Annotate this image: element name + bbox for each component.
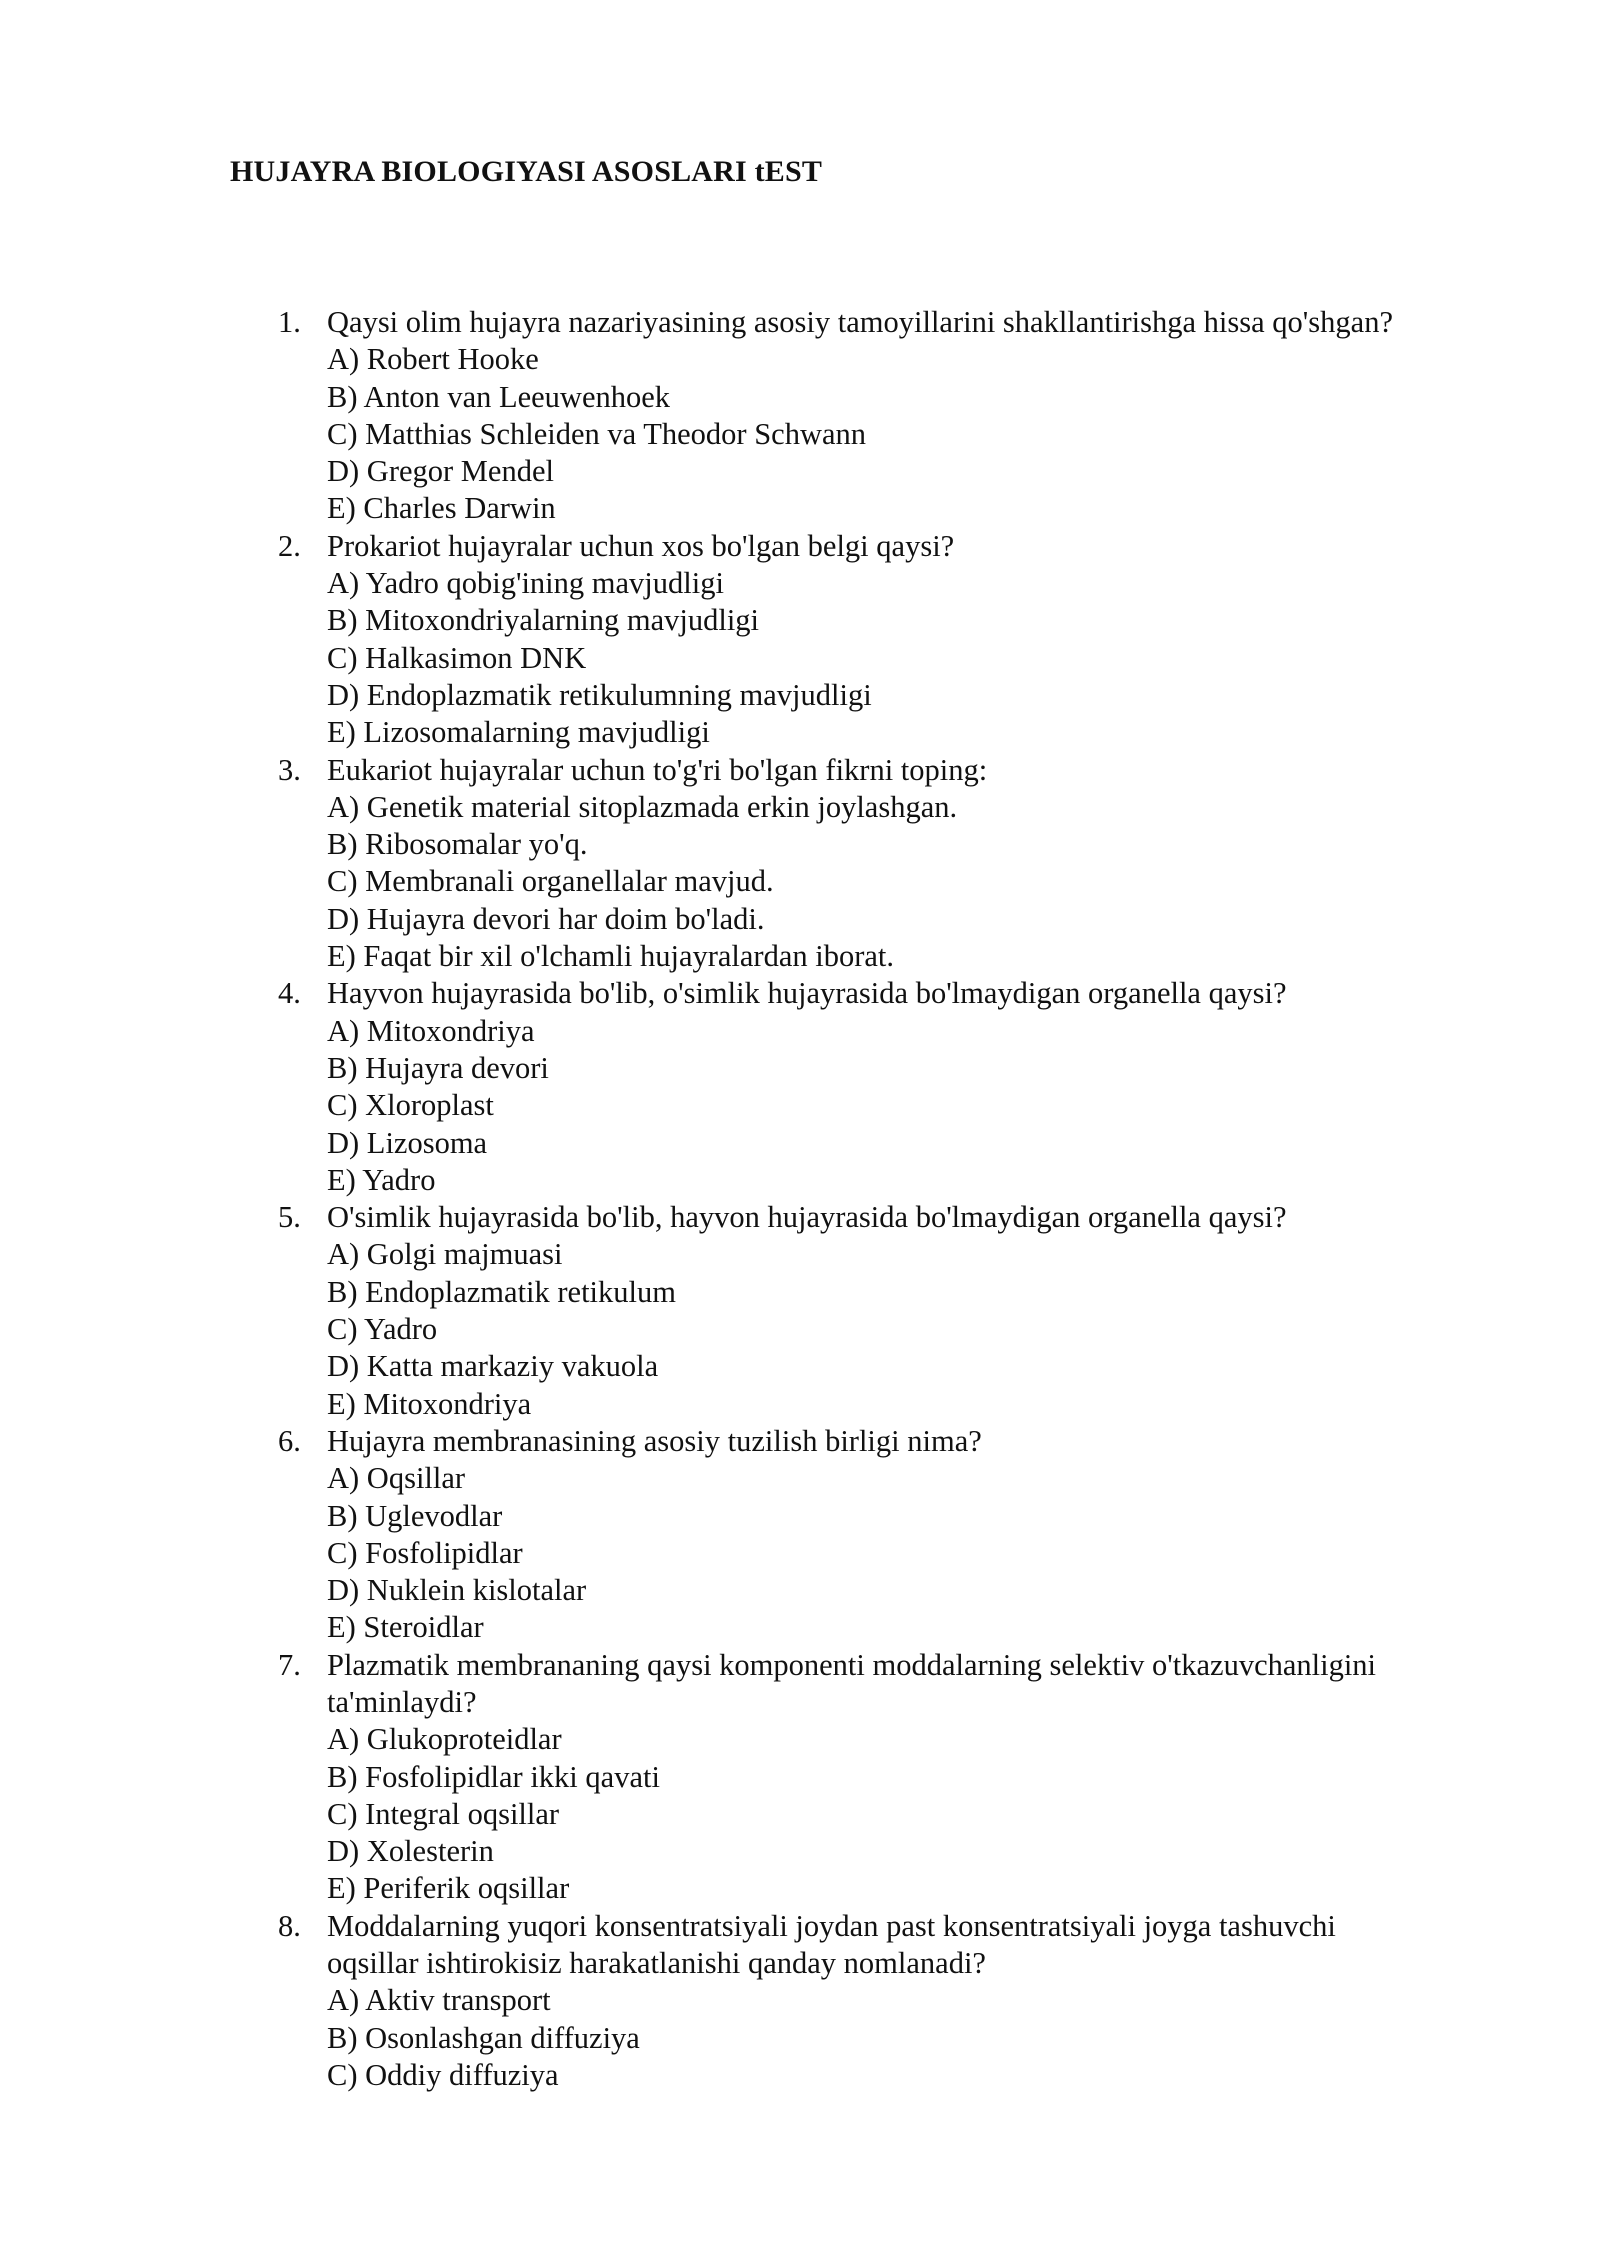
answer-option: E) Faqat bir xil o'lchamli hujayralardan iborat.	[327, 939, 895, 974]
answer-option: A) Mitoxondriya	[327, 1013, 535, 1048]
question-list	[0, 304, 1600, 2094]
question-text: Prokariot hujayralar uchun xos bo'lgan belgi qaysi?	[327, 528, 955, 563]
question-number: 5.	[278, 1200, 301, 1235]
question-number: 4.	[278, 976, 301, 1011]
answer-option: D) Gregor Mendel	[327, 454, 554, 489]
answer-option: E) Lizosomalarning mavjudligi	[327, 715, 710, 750]
answer-option: B) Anton van Leeuwenhoek	[327, 379, 671, 414]
question-item	[0, 1647, 1600, 1908]
question-item	[0, 304, 1600, 528]
question-text: Hujayra membranasining asosiy tuzilish birligi nima?	[327, 1423, 982, 1458]
question-number: 2.	[278, 528, 301, 563]
answer-option: A) Aktiv transport	[327, 1983, 551, 2018]
question-item	[0, 1908, 1600, 2094]
question-text: Qaysi olim hujayra nazariyasining asosiy tamoyillarini shakllantirishga hissa qo'shgan?	[327, 305, 1393, 339]
answer-option: B) Hujayra devori	[327, 1050, 549, 1085]
answer-option: B) Fosfolipidlar ikki qavati	[327, 1759, 660, 1794]
answer-option: E) Mitoxondriya	[327, 1386, 532, 1421]
answer-option: C) Membranali organellalar mavjud.	[327, 864, 774, 899]
question-item	[0, 528, 1600, 752]
question-item	[0, 1423, 1600, 1647]
answer-option: E) Periferik oqsillar	[327, 1871, 570, 1906]
answer-option: C) Xloroplast	[327, 1088, 494, 1123]
question-text: Plazmatik membrananing qaysi komponenti moddalarning selektiv o'tkazuvchanligini	[327, 1647, 1377, 1682]
answer-option: E) Steroidlar	[327, 1610, 484, 1645]
answer-option: A) Yadro qobig'ining mavjudligi	[327, 566, 724, 601]
question-text: Moddalarning yuqori konsentratsiyali joydan past konsentratsiyali joyga tashuvchi	[327, 1908, 1336, 1943]
answer-option: B) Ribosomalar yo'q.	[327, 827, 588, 862]
answer-option: B) Uglevodlar	[327, 1498, 503, 1533]
question-number: 8.	[278, 1908, 301, 1943]
answer-option: A) Oqsillar	[327, 1461, 466, 1496]
answer-option: E) Charles Darwin	[327, 491, 556, 526]
answer-option: C) Matthias Schleiden va Theodor Schwann	[327, 416, 867, 451]
answer-option: C) Halkasimon DNK	[327, 640, 587, 675]
answer-option: C) Integral oqsillar	[327, 1796, 560, 1831]
question-text: ta'minlaydi?	[327, 1684, 477, 1719]
answer-option: D) Lizosoma	[327, 1125, 488, 1160]
answer-option: D) Endoplazmatik retikulumning mavjudligi	[327, 677, 872, 712]
question-text: Eukariot hujayralar uchun to'g'ri bo'lgan fikrni toping:	[327, 752, 988, 787]
question-number: 6.	[278, 1423, 301, 1458]
answer-option: B) Mitoxondriyalarning mavjudligi	[327, 603, 760, 638]
answer-option: B) Osonlashgan diffuziya	[327, 2020, 640, 2055]
answer-option: E) Yadro	[327, 1162, 436, 1197]
question-item	[0, 1199, 1600, 1423]
question-item	[0, 752, 1600, 976]
answer-option: D) Xolesterin	[327, 1834, 494, 1869]
answer-option: C) Yadro	[327, 1312, 438, 1347]
answer-option: A) Golgi majmuasi	[327, 1237, 563, 1272]
answer-option: C) Oddiy diffuziya	[327, 2057, 559, 2092]
question-number: 3.	[278, 752, 301, 787]
answer-option: D) Nuklein kislotalar	[327, 1573, 587, 1608]
answer-option: B) Endoplazmatik retikulum	[327, 1274, 676, 1309]
answer-option: D) Katta markaziy vakuola	[327, 1349, 659, 1384]
question-text: oqsillar ishtirokisiz harakatlanishi qanday nomlanadi?	[327, 1946, 986, 1981]
question-item	[0, 975, 1600, 1199]
question-number: 1.	[278, 305, 301, 339]
answer-option: A) Genetik material sitoplazmada erkin joylashgan.	[327, 789, 958, 824]
answer-option: A) Robert Hooke	[327, 342, 539, 377]
question-text: O'simlik hujayrasida bo'lib, hayvon hujayrasida bo'lmaydigan organella qaysi?	[327, 1200, 1287, 1235]
document-title: HUJAYRA BIOLOGIYASI ASOSLARI tEST	[230, 155, 823, 188]
answer-option: A) Glukoproteidlar	[327, 1722, 562, 1757]
question-number: 7.	[278, 1647, 301, 1682]
question-text: Hayvon hujayrasida bo'lib, o'simlik hujayrasida bo'lmaydigan organella qaysi?	[327, 976, 1287, 1011]
answer-option: C) Fosfolipidlar	[327, 1535, 523, 1570]
answer-option: D) Hujayra devori har doim bo'ladi.	[327, 901, 765, 936]
